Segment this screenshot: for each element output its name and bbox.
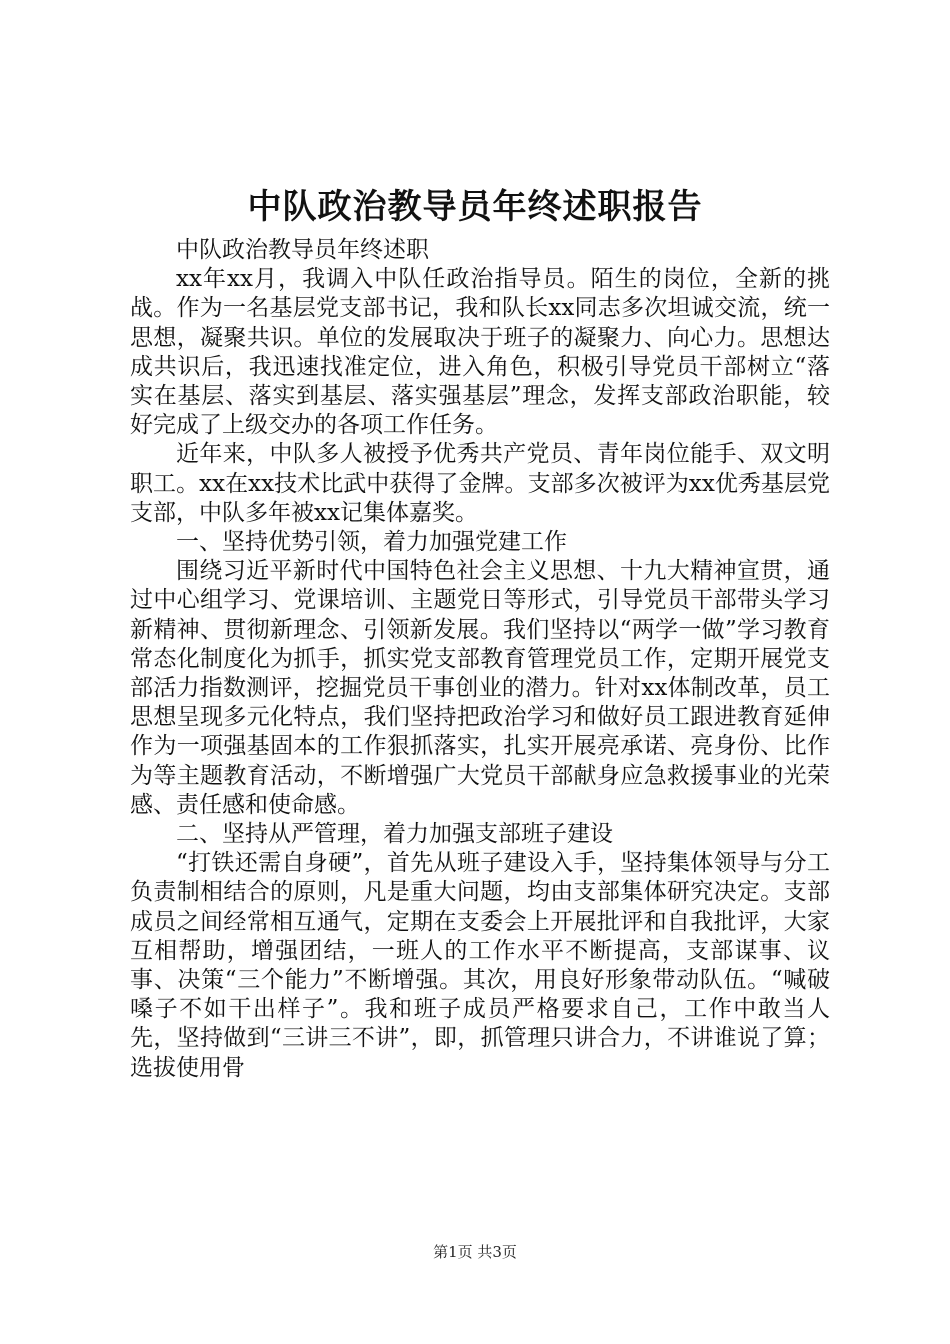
document-title: 中队政治教导员年终述职报告 [247, 187, 703, 227]
document-body [130, 236, 830, 1083]
section-heading: 二、坚持从严管理，着力加强支部班子建设 [176, 821, 613, 848]
section-heading: 一、坚持优势引领，着力加强党建工作 [176, 529, 567, 556]
body-paragraph: “打铁还需自身硬”，首先从班子建设入手，坚持集体领导与分工负责制相结合的原则，凡是重大问题，均由支部集体研究决定。支部成员之间经常相互通气，定期在支委会上开展批评和自我批评，大家互相帮助，增强团结，一班人的工作水平不断提高，支部谋事、议事、决策“三个能力”不断增强。其次，用良好形象带动队伍。“喊破嗓子不如干出样子”。我和班子成员严格要求自己，工作中敢当人先，坚持做到“三讲三不讲”，即，抓管理只讲合力，不讲谁说了算；选拔使用骨 [130, 850, 830, 1081]
page-footer: 第1页 共3页 [433, 1243, 517, 1261]
body-paragraph: xx年xx月，我调入中队任政治指导员。陌生的岗位，全新的挑战。作为一名基层党支部书记，我和队长xx同志多次坦诚交流，统一思想，凝聚共识。单位的发展取决于班子的凝聚力、向心力。思想达成共识后，我迅速找准定位，进入角色，积极引导党员干部树立“落实在基层、落实到基层、落实强基层”理念，发挥支部政治职能，较好完成了上级交办的各项工作任务。 [130, 266, 830, 439]
subtitle-paragraph: 中队政治教导员年终述职 [176, 237, 429, 263]
body-paragraph: 近年来，中队多人被授予优秀共产党员、青年岗位能手、双文明职工。xx在xx技术比武中获得了金牌。支部多次被评为xx优秀基层党支部，中队多年被xx记集体嘉奖。 [130, 441, 830, 526]
body-paragraph: 围绕习近平新时代中国特色社会主义思想、十九大精神宣贯，通过中心组学习、党课培训、主题党日等形式，引导党员干部带头学习新精神、贯彻新理念、引领新发展。我们坚持以“两学一做”学习教育常态化制度化为抓手，抓实党支部教育管理党员工作，定期开展党支部活力指数测评，挖掘党员干事创业的潜力。针对xx体制改革，员工思想呈现多元化特点，我们坚持把政治学习和做好员工跟进教育延伸作为一项强基固本的工作狠抓落实，扎实开展亮承诺、亮身份、比作为等主题教育活动，不断增强广大党员干部献身应急救援事业的光荣感、责任感和使命感。 [130, 558, 830, 818]
